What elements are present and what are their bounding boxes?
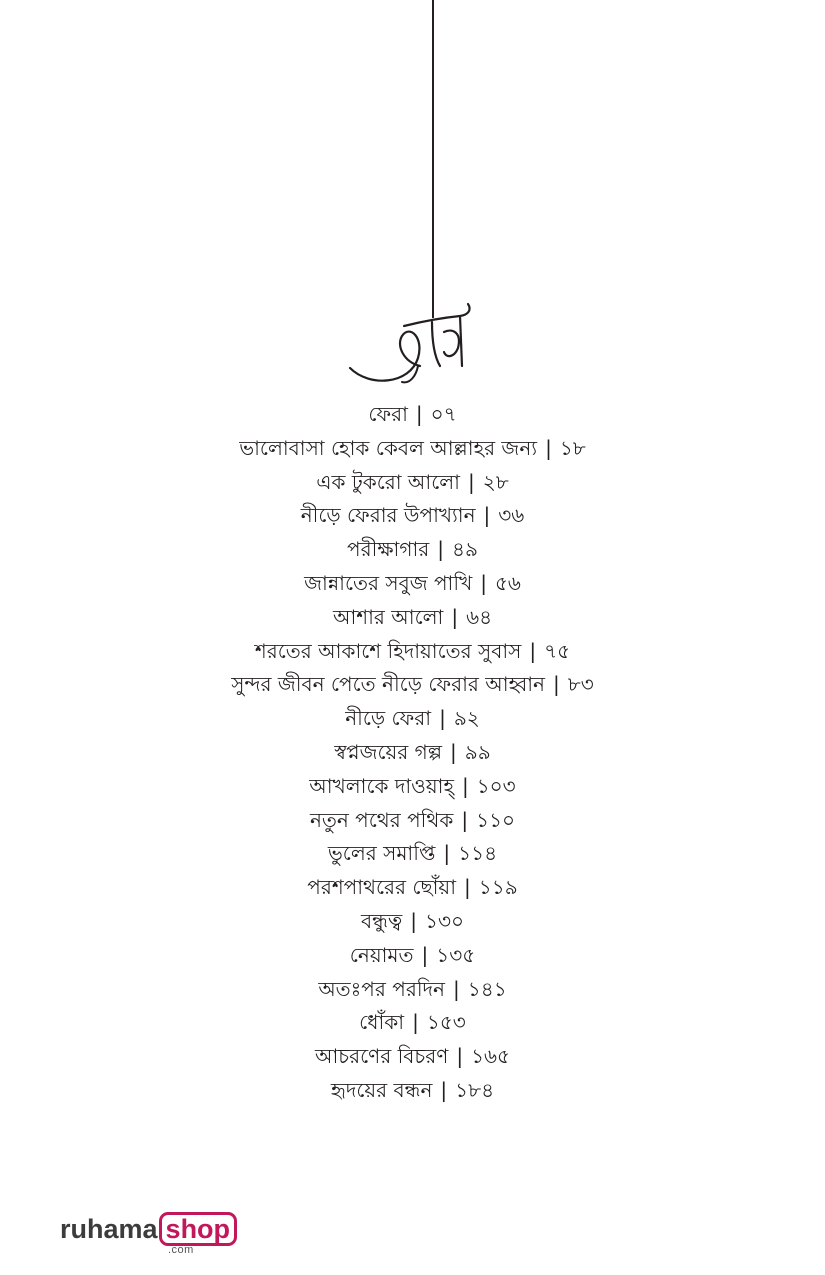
- toc-entry-page: ৯৯: [464, 739, 491, 764]
- toc-entry-title: নেয়ামত: [349, 942, 414, 967]
- toc-entry-page: ৬৪: [466, 604, 493, 629]
- toc-entry: [0, 432, 825, 466]
- toc-separator: |: [421, 942, 429, 967]
- toc-entry-page: ৯২: [453, 706, 480, 731]
- toc-separator: |: [545, 435, 552, 460]
- toc-entry-page: ১৬৫: [471, 1044, 511, 1069]
- toc-entry: [0, 939, 825, 973]
- toc-separator: |: [529, 638, 537, 663]
- toc-separator: |: [452, 976, 460, 1001]
- toc-separator: |: [467, 469, 475, 494]
- toc-entry-page: ১৮: [559, 435, 586, 460]
- toc-entry-page: ১১৪: [458, 841, 498, 866]
- toc-entry-title: অতঃপর পরদিন: [318, 976, 445, 1001]
- toc-entry-title: এক টুকরো আলো: [316, 469, 460, 494]
- toc-entry-title: পরশপাথরের ছোঁয়া: [307, 875, 457, 900]
- toc-entry-page: ১৮৪: [455, 1077, 495, 1102]
- toc-separator: |: [440, 1077, 448, 1102]
- toc-entry: [0, 837, 825, 871]
- toc-entry: [0, 499, 825, 533]
- toc-entry: [0, 905, 825, 939]
- toc-entry-title: হৃদয়ের বন্ধন: [330, 1077, 433, 1102]
- toc-entry-page: ১৪১: [467, 976, 507, 1001]
- toc-entry: [0, 567, 825, 601]
- toc-entry: [0, 973, 825, 1007]
- toc-entry: [0, 804, 825, 838]
- toc-entry-title: বন্ধুত্ব: [361, 908, 403, 933]
- toc-entry-title: নীড়ে ফেরা: [345, 706, 432, 731]
- toc-entry-page: ১৫৩: [426, 1010, 466, 1035]
- toc-entry-title: ভুলের সমাপ্তি: [327, 841, 436, 866]
- toc-entry: [0, 466, 825, 500]
- toc-separator: |: [480, 570, 487, 595]
- toc-entry: [0, 635, 825, 669]
- toc-entry-title: আচরণের বিচরণ: [314, 1044, 449, 1069]
- toc-entry: [0, 770, 825, 804]
- toc-entry-title: আখলাকে দাওয়াহ্: [309, 773, 454, 798]
- toc-entry-page: ১৩৫: [436, 942, 476, 967]
- toc-entry-page: ২৮: [482, 469, 509, 494]
- toc-entry-title: নতুন পথের পথিক: [309, 807, 454, 832]
- toc-entry: [0, 1074, 825, 1108]
- toc-entry-title: আশার আলো: [332, 604, 444, 629]
- toc-entry-page: ৩৬: [498, 503, 525, 528]
- toc-entry: [0, 736, 825, 770]
- toc-entry-title: শরতের আকাশে হিদায়াতের সুবাস: [254, 638, 522, 663]
- toc-entry: [0, 398, 825, 432]
- toc-separator: |: [461, 807, 469, 832]
- toc-entry-title: ভালোবাসা হোক কেবল আল্লাহর জন্য: [239, 435, 538, 460]
- toc-separator: |: [415, 402, 423, 426]
- toc-separator: |: [461, 773, 469, 798]
- toc-entry-page: ০৭: [430, 402, 457, 426]
- hanging-line: [432, 0, 434, 318]
- toc-entry-title: নীড়ে ফেরার উপাখ্যান: [300, 503, 476, 528]
- toc-entry-page: ১১৯: [478, 875, 518, 900]
- toc-separator: |: [439, 706, 446, 731]
- toc-separator: |: [412, 1010, 419, 1035]
- toc-entry: [0, 668, 825, 702]
- toc-separator: |: [450, 739, 457, 764]
- table-of-contents: [0, 398, 825, 1108]
- toc-entry-page: ৫৬: [494, 570, 521, 595]
- logo-shop-badge: shop: [159, 1212, 238, 1246]
- toc-entry-page: ১০৩: [476, 773, 516, 798]
- toc-entry-page: ৪৯: [452, 537, 478, 562]
- logo-brand-text: ruhama: [60, 1214, 158, 1244]
- toc-title-calligraphy: [340, 296, 485, 396]
- toc-separator: |: [437, 537, 444, 562]
- toc-entry-title: ধোঁকা: [359, 1010, 405, 1035]
- toc-entry-title: ফেরা: [368, 402, 408, 426]
- toc-entry-title: সুন্দর জীবন পেতে নীড়ে ফেরার আহ্বান: [231, 672, 545, 697]
- toc-separator: |: [464, 875, 471, 900]
- toc-entry-title: পরীক্ষাগার: [347, 537, 430, 562]
- toc-separator: |: [456, 1044, 464, 1069]
- toc-separator: |: [552, 672, 560, 697]
- toc-entry: [0, 1040, 825, 1074]
- toc-entry-page: ৮৩: [567, 672, 594, 697]
- toc-separator: |: [410, 908, 417, 933]
- logo-domain-text: .com: [168, 1244, 194, 1256]
- toc-heading: [385, 330, 387, 331]
- toc-entry: [0, 871, 825, 905]
- toc-entry-title: স্বপ্নজয়ের গল্প: [334, 739, 443, 764]
- toc-entry-title: জান্নাতের সবুজ পাখি: [304, 570, 473, 595]
- toc-entry-page: ১১০: [476, 807, 516, 832]
- toc-entry: [0, 702, 825, 736]
- toc-entry-page: ১৩০: [424, 908, 464, 933]
- toc-separator: |: [451, 604, 459, 629]
- toc-entry: [0, 601, 825, 635]
- toc-separator: |: [443, 841, 451, 866]
- toc-entry: [0, 1006, 825, 1040]
- toc-separator: |: [483, 503, 491, 528]
- toc-entry-page: ৭৫: [544, 638, 571, 663]
- toc-entry: [0, 533, 825, 567]
- ruhama-shop-logo: [60, 1212, 237, 1262]
